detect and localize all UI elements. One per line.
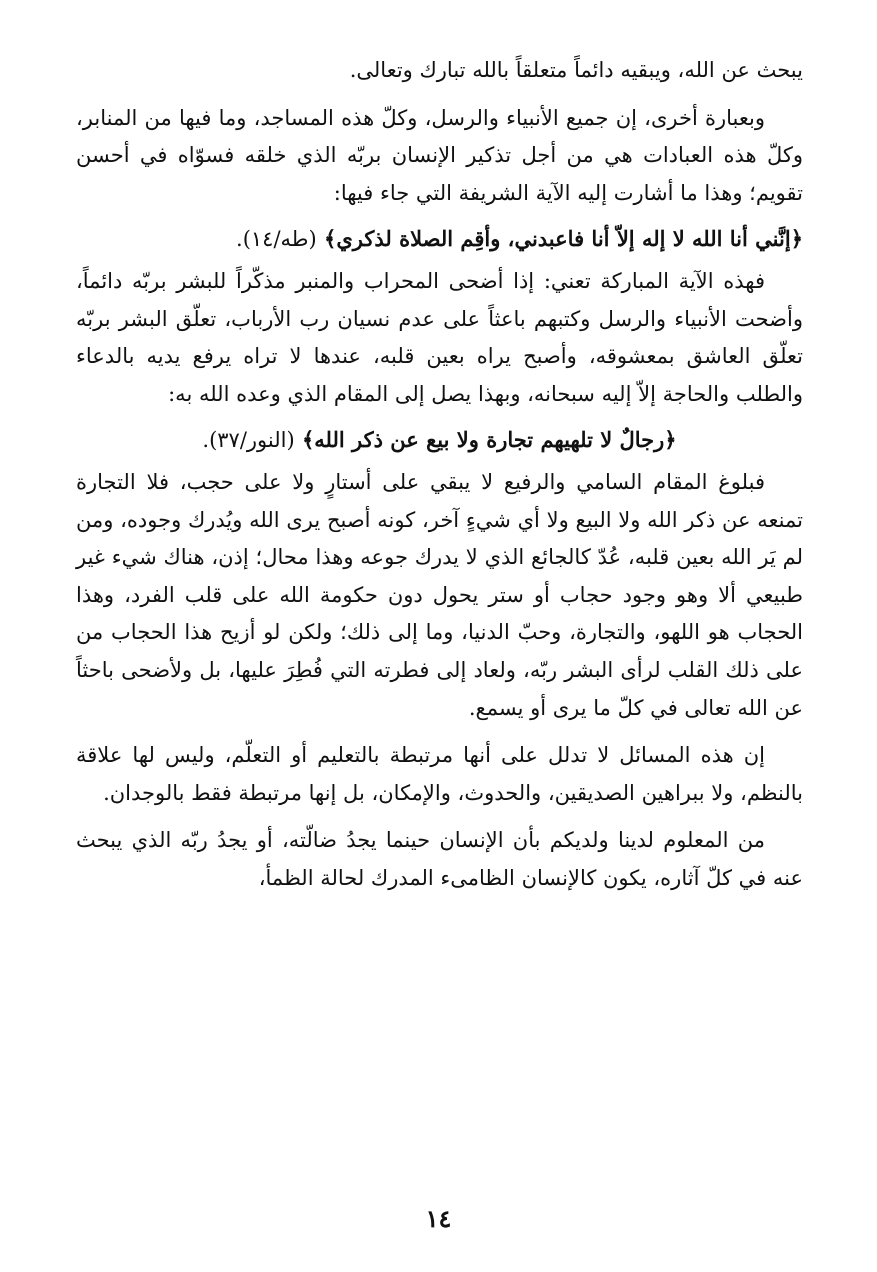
verse-nur xyxy=(76,421,803,460)
verse-taha-text: ﴿إنَّني أنا الله لا إله إلاّ أنا فاعبدني، وأقِم الصلاة لذكري﴾ xyxy=(324,226,803,252)
page-body xyxy=(76,52,803,1202)
paragraph-blessed-verse: فهذه الآية المباركة تعني: إذا أضحى المحراب والمنبر مذكّراً للبشر بربّه دائماً، وأضحت الأنبياء والرسل وكتبهم باعثاً على عدم نسيان رب الأرباب، تعلّق البشر بربّه تعلّق العاشق بمعشوقه، وأصبح يراه بعين قلبه، عندها لا تراه يرفع يديه بالدعاء والطلب والحاجة إلاّ إليه سبحانه، وبهذا يصل إلى المقام الذي وعده الله به: xyxy=(76,268,803,406)
verse-nur-reference: (النور/٣٧). xyxy=(202,428,295,453)
paragraph-known-to-us: من المعلوم لدينا ولديكم بأن الإنسان حينما يجدُ ضالّته، أو يجدُ ربّه الذي يبحث عنه في كلّ آثاره، يكون كالإنسان الظامىء المدرك لحالة الظمأ، xyxy=(76,828,803,890)
paragraph-these-matters: إن هذه المسائل لا تدلل على أنها مرتبطة بالتعليم أو التعلّم، وليس لها علاقة بالنظم، ولا ببراهين الصديقين، والحدوث، والإمكان، بل إنها مرتبطة فقط بالوجدان. xyxy=(76,743,803,805)
paragraph-opening: يبحث عن الله، ويبقيه دائماً متعلقاً بالله تبارك وتعالى. xyxy=(349,58,803,82)
paragraph-other-words: وبعبارة أخرى، إن جميع الأنبياء والرسل، وكلّ هذه المساجد، وما فيها من المنابر، وكلّ هذه العبادات هي من أجل تذكير الإنسان بربّه الذي خلقه فسوّاه في أحسن تقويم؛ وهذا ما أشارت إليه الآية الشريفة التي جاء فيها: xyxy=(76,105,803,205)
paragraph-lofty-station: فبلوغ المقام السامي والرفيع لا يبقي على أستارٍ ولا على حجب، فلا التجارة تمنعه عن ذكر الله ولا البيع ولا أي شيءٍ آخر، كونه أصبح يرى الله ويُدرك وجوده، ومن لم يَر الله بعين قلبه، عُدّ كالجائع الذي لا يدرك جوعه وهذا محال؛ إذن، هناك شيء غير طبيعي ألا وهو وجود حجاب أو ستر يحول دون حكومة الله على قلب الفرد، وهذا الحجاب هو اللهو، والتجارة، وحبّ الدنيا، وما إلى ذلك؛ ولكن لو أزيح هذا الحجاب من على ذلك القلب لرأى البشر ربّه، ولعاد إلى فطرته التي فُطِرَ عليها، بل ولأضحى باحثاً عن الله تعالى في كلّ ما يرى أو يسمع. xyxy=(76,469,803,720)
verse-taha xyxy=(76,220,803,259)
verse-taha-reference: (طه/١٤). xyxy=(236,227,317,252)
page-number: ١٤ xyxy=(425,1204,452,1233)
verse-nur-text: ﴿رجالٌ لا تلهيهم تجارة ولا بيع عن ذكر الله﴾ xyxy=(301,427,677,453)
